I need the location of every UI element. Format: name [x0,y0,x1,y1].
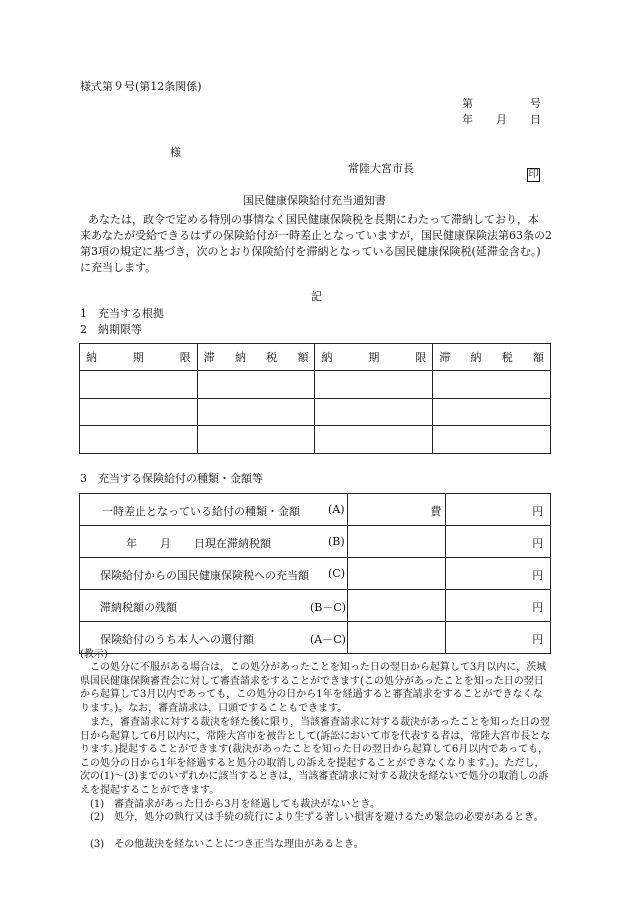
label-wrap [80,590,347,621]
label-code: (A) [328,503,345,516]
label-wrap [80,494,347,525]
body-line-3: 第3項の規定に基づき，次のとおり保険給付を滞納となっている国民健康保険税(延滞金含む。) [80,245,541,258]
table-row [80,590,551,622]
amount-wrap [446,558,550,589]
table-cell [80,399,198,426]
header-due-date-2 [315,344,433,371]
table-cell [433,371,551,399]
table-cell [315,371,433,399]
form-number: 様式第９号(第12条関係) [80,80,202,93]
label-year: 年 [126,537,137,550]
label-text: 日現在滞納税額 [194,537,271,550]
amount-wrap [446,526,550,557]
benefit-row-mid [348,526,446,558]
addressee-honorific: 様 [170,146,181,159]
benefit-row-label [80,526,348,558]
benefit-row-mid [348,558,446,590]
amount-wrap [446,590,550,621]
table-cell [433,399,551,426]
seal-text: 印 [528,169,539,180]
label-text: 滞納税額の残額 [100,601,177,614]
date-year: 年 [462,113,473,126]
mid-wrap [348,494,445,525]
date-month: 月 [496,113,507,126]
benefit-row-amount [446,558,551,590]
notice-clause-3: (3) その他裁決を経ないことにつき正当な理由があるとき。 [90,839,364,850]
label-wrap [80,526,347,557]
benefit-table [79,493,551,654]
benefit-row-amount [446,590,551,622]
table-row [80,526,551,558]
benefit-row-label [80,622,348,654]
benefit-row-mid [348,494,446,526]
table-cell [315,399,433,426]
spread-text: 滞 納 税 額 [439,351,544,364]
unit-yen: 円 [532,537,544,550]
item-3: 3 充当する保険給付の種類・金額等 [80,472,263,485]
table-row [80,426,551,454]
benefit-row-label [80,494,348,526]
label-code: (B－C) [310,601,347,614]
doc-number-suffix: 号 [530,97,541,110]
header-due-date-1 [80,344,198,371]
label-text: 保険給付のうち本人への還付額 [100,633,254,646]
label-code: (B) [328,535,345,548]
label-text: 一時差止となっている給付の種類・金額 [102,505,300,518]
table-cell [433,426,551,454]
notice-clause-1: (1) 審査請求があった日から3月を経過しても裁決がないとき。 [90,799,381,810]
benefit-row-mid [348,590,446,622]
label-text: 保険給付からの国民健康保険税への充当額 [100,569,309,582]
notice-paragraph-1: この処分に不服がある場合は，この処分があったことを知った日の翌日から起算して3月以内に，茨城県国民健康保険審査会に対して審査請求をすることができます(この処分があったことを知った日の翌日から起算して3月以内であっても，この処分の日から1年を経過すると審査請求をすることができなくなります。)。なお，審査請求は，口頭ですることもできます。 [80,662,547,714]
body-line-2: 来あなたが受給できるはずの保険給付が一時差止となっていますが，国民健康保険法第63条の2 [80,229,552,242]
table-cell [197,426,315,454]
body-line-4: に充当します。 [80,261,157,274]
table-row [80,494,551,526]
amount-wrap [446,622,550,653]
table-cell [197,399,315,426]
spread-text: 納 期 限 [321,351,427,364]
table-row [80,622,551,654]
table-row [80,399,551,426]
benefit-row-amount [446,622,551,654]
seal-mark [527,162,540,182]
benefit-row-amount [446,526,551,558]
label-wrap [80,558,347,589]
label-wrap [80,622,347,653]
header-arrears-2 [433,344,551,371]
due-date-table [79,343,551,454]
notice-paragraph-2: また，審査請求に対する裁決を経た後に限り，当該審査請求に対する裁決があったことを知った日の翌日から起算して6月以内に，常陸大宮市を被告として(訴訟において市を代表する者は，常陸大宮市長となります。)提起することができます(裁決があったことを知った日の翌日から起算して6月以内であっても，この処分の日から1年を経過すると処分の取消しの訴えを提起することができなくなります。)。ただし，次の(1)～(3)までのいずれかに該当するときは，当該審査請求に対する裁決を経ないで処分の取消しの訴えを提起することができます。 [80,717,551,796]
table-header-row [80,344,551,371]
amount-wrap [446,494,550,525]
date-day: 日 [530,113,541,126]
ki-heading: 記 [311,290,322,303]
unit-yen: 円 [532,601,544,614]
benefit-row-label [80,558,348,590]
table-cell [315,426,433,454]
spread-text: 滞 納 税 額 [203,351,309,364]
benefit-row-mid [348,622,446,654]
unit-yen: 円 [532,633,544,646]
label-code: (C) [328,567,345,580]
benefit-row-amount [446,494,551,526]
table-cell [197,371,315,399]
benefit-row-label [80,590,348,622]
item-1: 1 充当する根拠 [80,307,164,320]
header-arrears-1 [197,344,315,371]
label-code: (A－C) [310,633,346,646]
label-month: 月 [160,537,171,550]
unit-yen: 円 [532,505,544,518]
table-row [80,371,551,399]
document-title: 国民健康保険給付充当通知書 [243,194,386,207]
mid-text: 費 [430,505,442,518]
item-2: 2 納期限等 [80,323,142,336]
table-row [80,558,551,590]
notice-clause-2: (2) 処分，処分の執行又は手続の続行により生ずる著しい損害を避けるため緊急の必要があるとき。 [90,812,544,823]
unit-yen: 円 [532,569,544,582]
sender-name: 常陸大宮市長 [348,162,414,175]
body-line-1: あなたは，政令で定める特別の事情なく国民健康保険税を長期にわたって滞納しており，本 [88,213,539,226]
table-cell [80,426,198,454]
doc-number-prefix: 第 [462,97,473,110]
notice-heading: (教示) [80,649,108,660]
table-cell [80,371,198,399]
spread-text: 納 期 限 [86,351,191,364]
